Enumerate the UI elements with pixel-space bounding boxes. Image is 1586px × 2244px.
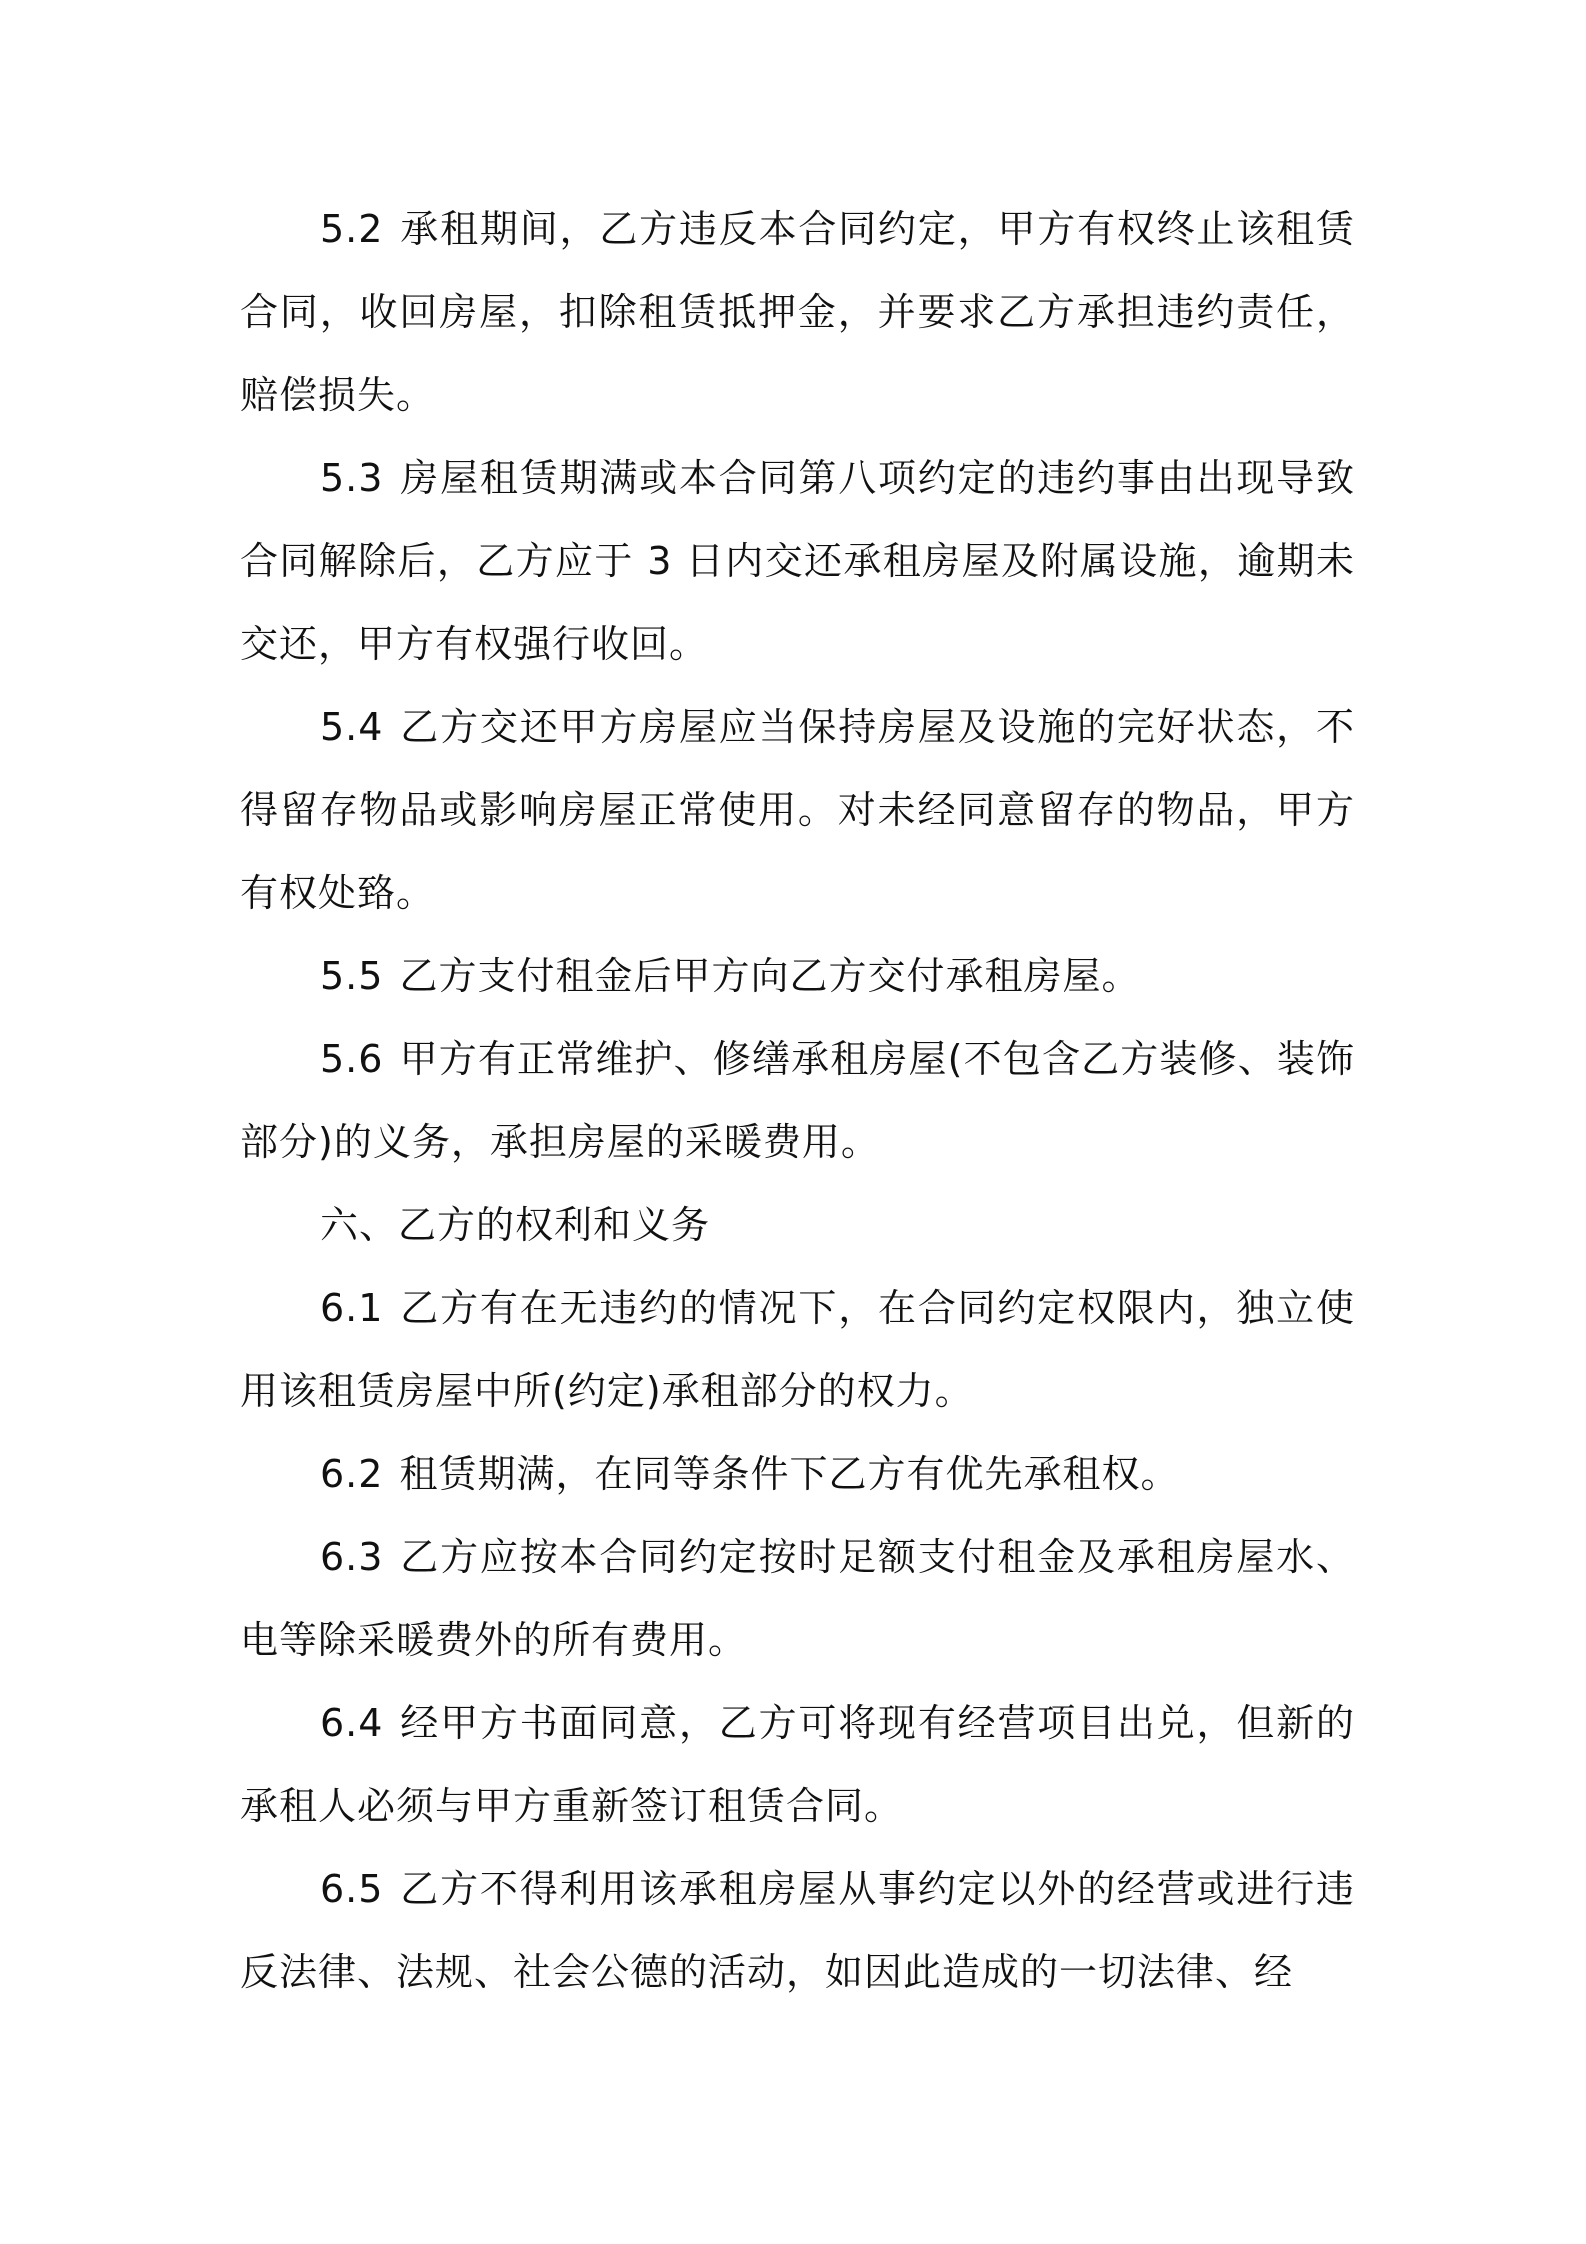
clause-6-5: [240, 1848, 1355, 2014]
section-heading-text: 六、乙方的权利和义务: [320, 1203, 711, 1247]
clause-text: 乙方不得利用该承租房屋从事约定以外的经营或进行违反法律、法规、社会公德的活动，如因此造成的一切法律、经: [240, 1867, 1355, 1994]
clause-5-2: [240, 188, 1355, 437]
clause-6-2: [240, 1433, 1355, 1516]
clause-text: 乙方有在无违约的情况下，在合同约定权限内，独立使用该租赁房屋中所(约定)承租部分的权力。: [240, 1286, 1355, 1413]
clause-5-5: [240, 935, 1355, 1018]
clause-text: 乙方交还甲方房屋应当保持房屋及设施的完好状态，不得留存物品或影响房屋正常使用。对未经同意留存的物品，甲方有权处臵。: [240, 705, 1355, 915]
clause-5-4: [240, 686, 1355, 935]
clause-number: 6.4: [320, 1701, 384, 1745]
clause-text: 经甲方书面同意，乙方可将现有经营项目出兑，但新的承租人必须与甲方重新签订租赁合同。: [240, 1701, 1355, 1828]
clause-number: 6.5: [320, 1867, 384, 1911]
clause-text: 乙方应按本合同约定按时足额支付租金及承租房屋水、电等除采暖费外的所有费用。: [240, 1535, 1355, 1662]
clause-number: 5.2: [320, 207, 384, 251]
clause-text: 承租期间，乙方违反本合同约定，甲方有权终止该租赁合同，收回房屋，扣除租赁抵押金，并要求乙方承担违约责任，赔偿损失。: [240, 207, 1355, 417]
clause-number: 5.4: [320, 705, 384, 749]
clause-6-3: [240, 1516, 1355, 1682]
clause-text: 乙方支付租金后甲方向乙方交付承租房屋。: [399, 954, 1141, 998]
clause-6-1: [240, 1267, 1355, 1433]
clause-number: 5.5: [320, 954, 384, 998]
clause-number: 6.1: [320, 1286, 384, 1330]
clause-text: 甲方有正常维护、修缮承租房屋(不包含乙方装修、装饰部分)的义务，承担房屋的采暖费用。: [240, 1037, 1355, 1164]
section-heading-6: [240, 1184, 1355, 1267]
clause-number: 6.2: [320, 1452, 384, 1496]
clause-text: 房屋租赁期满或本合同第八项约定的违约事由出现导致合同解除后，乙方应于 3 日内交还承租房屋及附属设施，逾期未交还，甲方有权强行收回。: [240, 456, 1355, 666]
clause-text: 租赁期满，在同等条件下乙方有优先承租权。: [399, 1452, 1180, 1496]
clause-6-4: [240, 1682, 1355, 1848]
clause-number: 5.6: [320, 1037, 384, 1081]
clause-number: 5.3: [320, 456, 384, 500]
document-body: [240, 188, 1355, 2014]
clause-5-6: [240, 1018, 1355, 1184]
clause-number: 6.3: [320, 1535, 384, 1579]
clause-5-3: [240, 437, 1355, 686]
